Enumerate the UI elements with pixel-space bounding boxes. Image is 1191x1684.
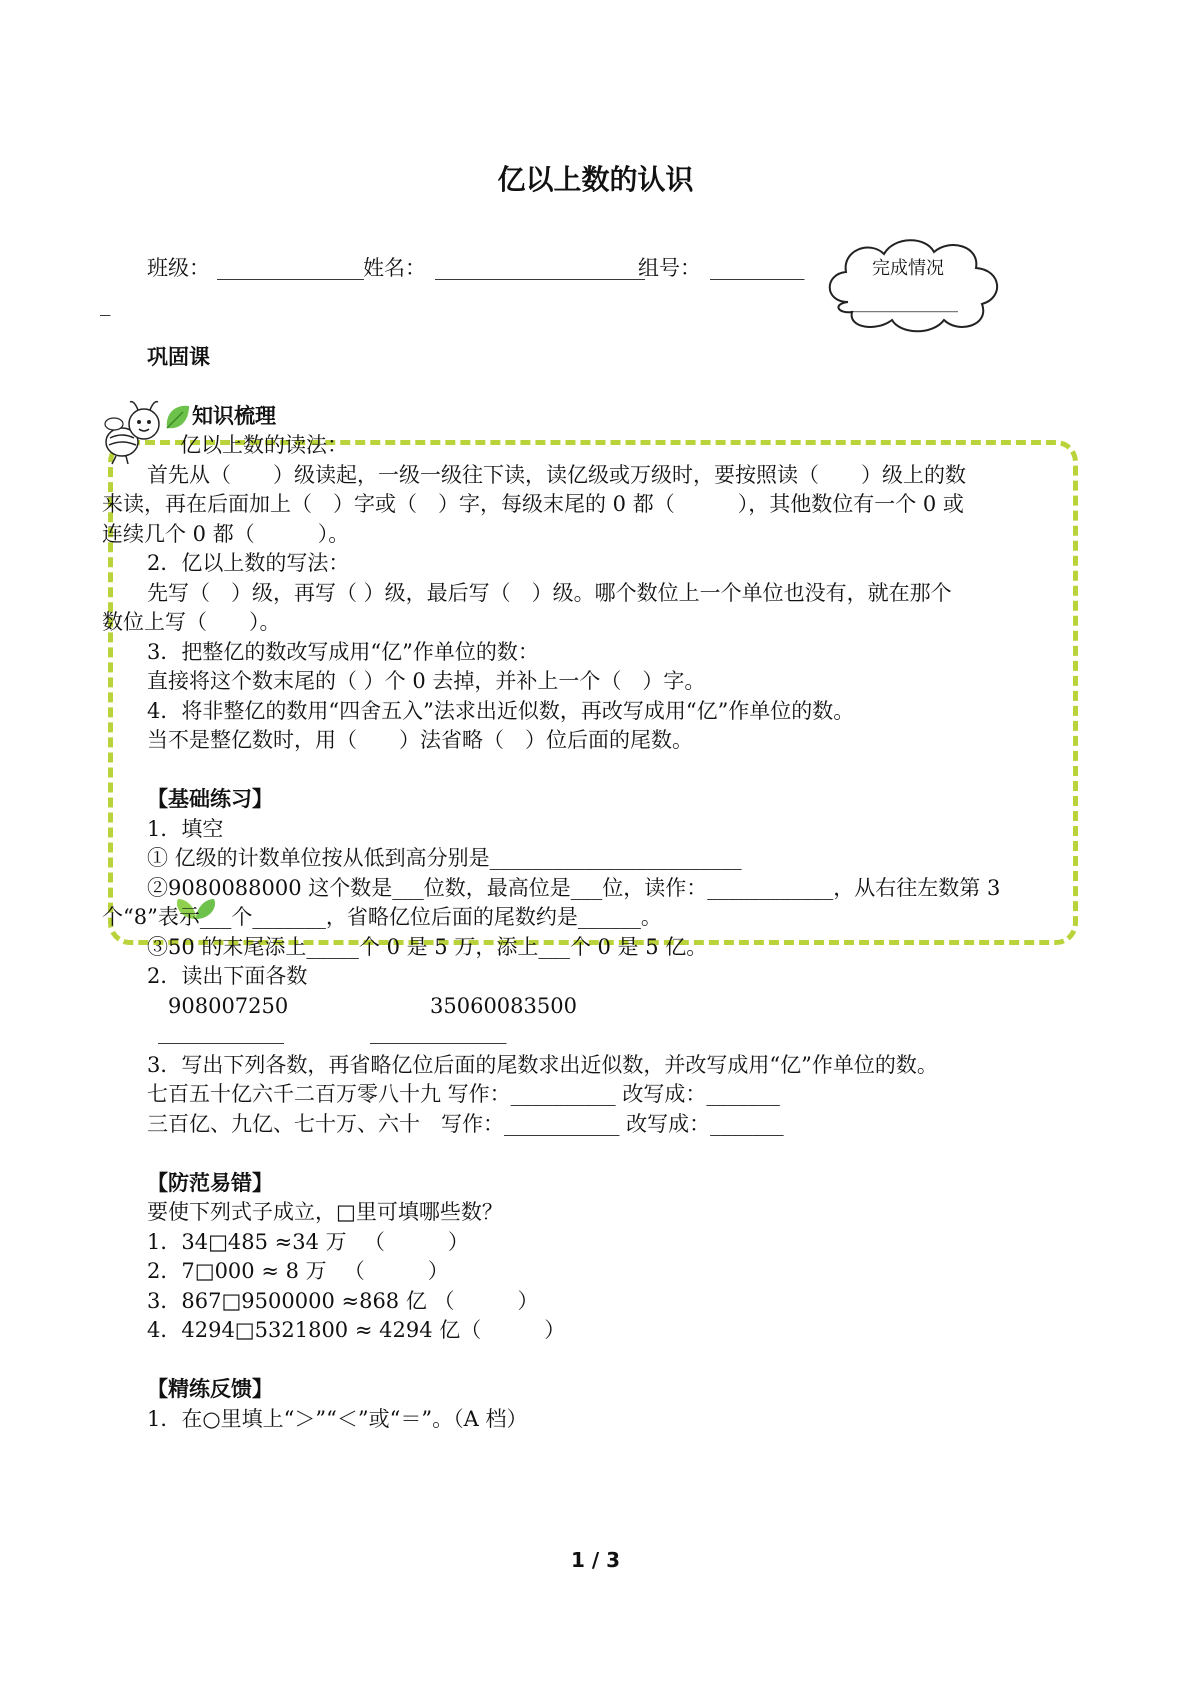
group-blank[interactable]: _________ <box>710 256 805 280</box>
knowledge-line: 数位上写（ ）。 <box>102 610 281 634</box>
knowledge-line: 4．将非整亿的数用“四舍五入”法求出近似数，再改写成用“亿”作单位的数。 <box>147 699 855 723</box>
completion-label: 完成情况 <box>872 258 944 279</box>
basic-line: 三百亿、九亿、七十万、六十 写作：___________ 改写成：_______ <box>147 1112 784 1136</box>
basic-line: 3．写出下列各数，再省略亿位后面的尾数求出近似数，并改写成用“亿”作单位的数。 <box>147 1053 938 1077</box>
answer-blank-2[interactable]: _____________ <box>370 1020 507 1044</box>
feedback-heading: 【精练反馈】 <box>147 1377 273 1401</box>
knowledge-line: 连续几个 0 都（ ）。 <box>102 522 350 546</box>
errors-line: 3．867□9500000 ≈868 亿 （ ） <box>147 1289 539 1313</box>
basic-line: ②9080088000 这个数是___位数，最高位是___位，读作：____________，从右往左数第 3 <box>147 876 1001 900</box>
knowledge-line: 先写（ ）级，再写（ ）级，最后写（ ）级。哪个数位上一个单位也没有，就在那个 <box>147 581 952 605</box>
errors-heading: 【防范易错】 <box>147 1171 273 1195</box>
cloud-icon <box>818 232 1008 336</box>
name-blank[interactable]: ____________________ <box>435 256 645 280</box>
page-number: 1 / 3 <box>570 1548 621 1572</box>
knowledge-heading: 知识梳理 <box>192 404 276 428</box>
knowledge-line: 来读，再在后面加上（ ）字或（ ）字，每级末尾的 0 都（ ），其他数位有一个 0 或 <box>102 492 964 516</box>
feedback-line: 1．在○里填上“＞”“＜”或“＝”。（A 档） <box>147 1407 528 1431</box>
knowledge-line: 3．把整亿的数改写成用“亿”作单位的数： <box>147 640 539 664</box>
errors-line: 2．7□000 ≈ 8 万 （ ） <box>147 1259 449 1283</box>
knowledge-line: 首先从（ ）级读起，一级一级往下读，读亿级或万级时，要按照读（ ）级上的数 <box>147 463 966 487</box>
knowledge-line: 亿以上数的读法： <box>180 433 348 457</box>
number-2: 35060083500 <box>430 994 577 1018</box>
basic-line: ③50 的末尾添上_____个 0 是 5 万，添上___个 0 是 5 亿。 <box>147 935 708 959</box>
name-label: 姓名： <box>363 256 426 280</box>
lesson-type: 巩固课 <box>147 345 210 369</box>
page-title: 亿以上数的认识 <box>497 163 694 196</box>
basic-line: 个“8”表示___个_______，省略亿位后面的尾数约是______。 <box>102 905 662 929</box>
completion-blank[interactable]: ____________ <box>850 292 958 313</box>
knowledge-line: 直接将这个数末尾的（ ）个 0 去掉，并补上一个（ ）字。 <box>147 669 706 693</box>
class-blank[interactable]: ______________ <box>217 256 364 280</box>
number-1: 908007250 <box>168 994 289 1018</box>
basic-line: 2．读出下面各数 <box>147 964 308 988</box>
knowledge-line: 当不是整亿数时，用（ ）法省略（ ）位后面的尾数。 <box>147 728 693 752</box>
errors-line: 要使下列式子成立，□里可填哪些数？ <box>147 1200 503 1224</box>
answer-blank-1[interactable]: ____________ <box>158 1020 284 1044</box>
basic-line: 七百五十亿六千二百万零八十九 写作：__________ 改写成：_______ <box>147 1082 780 1106</box>
basic-heading: 【基础练习】 <box>147 787 273 811</box>
basic-line: 1．填空 <box>147 817 224 841</box>
bee-icon <box>100 398 170 466</box>
leaf-icon <box>163 402 193 432</box>
group-label: 组号： <box>638 256 701 280</box>
errors-line: 4．4294□5321800 ≈ 4294 亿（ ） <box>147 1318 566 1342</box>
errors-line: 1．34□485 ≈34 万 （ ） <box>147 1230 469 1254</box>
class-label: 班级： <box>147 256 210 280</box>
knowledge-line: 2．亿以上数的写法： <box>147 551 350 575</box>
basic-line: ① 亿级的计数单位按从低到高分别是________________________ <box>147 846 742 870</box>
wrap-dash: _ <box>100 292 111 316</box>
